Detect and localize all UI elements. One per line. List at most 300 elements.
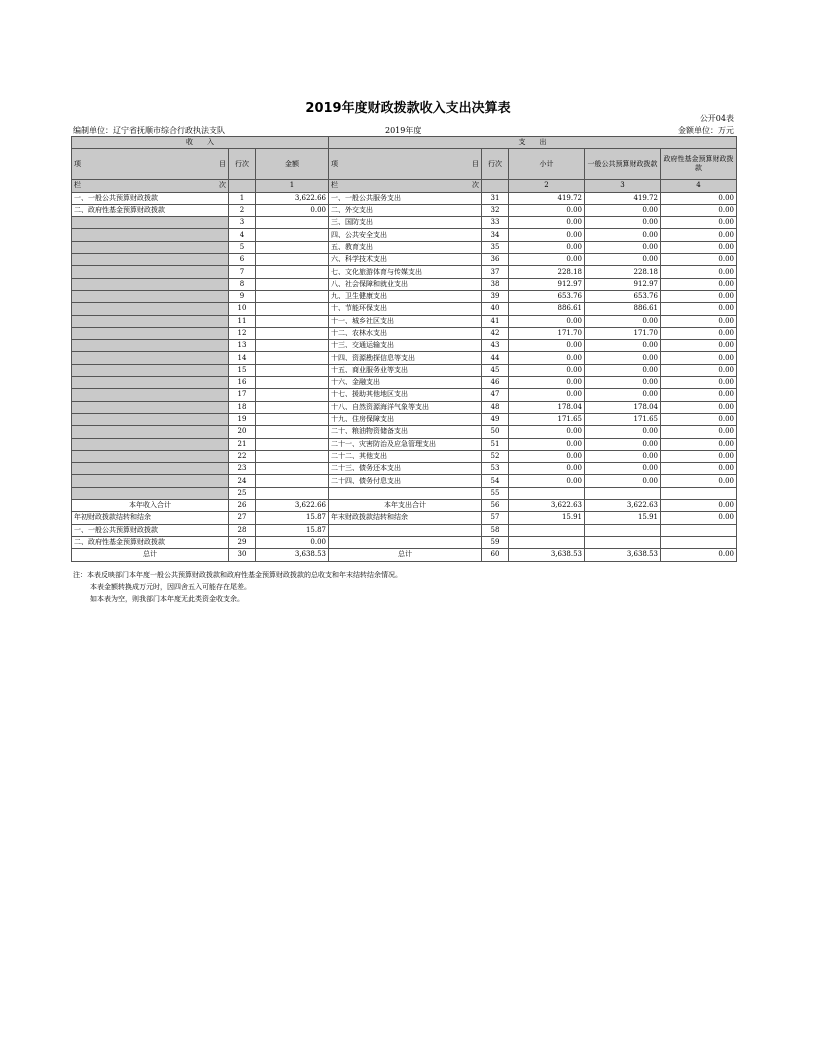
income-amount [256, 217, 329, 229]
income-row-no: 25 [229, 487, 256, 499]
expense-general-budget: 0.00 [585, 364, 661, 376]
table-code: 公开04表 [699, 114, 734, 123]
income-item [72, 340, 229, 352]
expense-general-budget: 0.00 [585, 315, 661, 327]
expense-subtotal: 0.00 [509, 475, 585, 487]
expense-row-no: 34 [482, 229, 509, 241]
expense-subtotal: 0.00 [509, 352, 585, 364]
income-amount: 15.87 [256, 512, 329, 524]
expense-item: 年末财政拨款结转和结余 [329, 512, 482, 524]
expense-row-no-header: 行次 [482, 149, 509, 180]
income-row-no: 16 [229, 377, 256, 389]
expense-fund-budget: 0.00 [661, 340, 737, 352]
expense-item: 十九、住房保障支出 [329, 413, 482, 425]
income-row-no: 28 [229, 524, 256, 536]
income-amount [256, 389, 329, 401]
income-row-no: 15 [229, 364, 256, 376]
income-item: 一、一般公共预算财政拨款 [72, 192, 229, 204]
expense-item: 总计 [329, 549, 482, 561]
expense-fund-budget: 0.00 [661, 413, 737, 425]
expense-row-no: 49 [482, 413, 509, 425]
expense-subtotal: 912.97 [509, 278, 585, 290]
income-item [72, 475, 229, 487]
expense-item: 四、公共安全支出 [329, 229, 482, 241]
income-item [72, 266, 229, 278]
expense-fund-budget [661, 536, 737, 548]
income-item [72, 364, 229, 376]
expense-item: 一、一般公共服务支出 [329, 192, 482, 204]
income-item [72, 278, 229, 290]
expense-row-no: 42 [482, 327, 509, 339]
expense-item: 二十一、灾害防治及应急管理支出 [329, 438, 482, 450]
expense-row-no: 41 [482, 315, 509, 327]
expense-row-no: 55 [482, 487, 509, 499]
income-amount [256, 426, 329, 438]
expense-general-budget: 912.97 [585, 278, 661, 290]
income-header: 收 入 [72, 137, 329, 149]
expense-subtotal: 0.00 [509, 389, 585, 401]
expense-item: 二十三、债务还本支出 [329, 463, 482, 475]
expense-general-budget: 0.00 [585, 426, 661, 438]
expense-fund-budget: 0.00 [661, 192, 737, 204]
income-amount: 15.87 [256, 524, 329, 536]
expense-subtotal: 0.00 [509, 315, 585, 327]
income-row-no: 14 [229, 352, 256, 364]
expense-subtotal: 0.00 [509, 204, 585, 216]
expense-item: 三、国防支出 [329, 217, 482, 229]
table-row [72, 389, 737, 401]
table-row [72, 377, 737, 389]
income-item [72, 352, 229, 364]
table-row [72, 352, 737, 364]
income-item [72, 389, 229, 401]
table-row [72, 254, 737, 266]
expense-fund-budget: 0.00 [661, 475, 737, 487]
expense-general-budget: 0.00 [585, 340, 661, 352]
expense-row-no: 58 [482, 524, 509, 536]
income-amount [256, 352, 329, 364]
table-row [72, 463, 737, 475]
table-row [72, 327, 737, 339]
expense-general-budget: 15.91 [585, 512, 661, 524]
section-header-row [72, 137, 737, 149]
table-row [72, 192, 737, 204]
summary-row [72, 549, 737, 561]
income-item: 二、政府性基金预算财政拨款 [72, 536, 229, 548]
income-amount [256, 290, 329, 302]
expense-row-no: 38 [482, 278, 509, 290]
income-row-no: 22 [229, 450, 256, 462]
income-amount [256, 487, 329, 499]
expense-item [329, 524, 482, 536]
table-row [72, 364, 737, 376]
income-row-no: 12 [229, 327, 256, 339]
expense-general-budget: 0.00 [585, 438, 661, 450]
expense-row-no: 54 [482, 475, 509, 487]
expense-item: 十八、自然资源海洋气象等支出 [329, 401, 482, 413]
expense-row-no: 36 [482, 254, 509, 266]
expense-fund-budget: 0.00 [661, 303, 737, 315]
income-row-no: 29 [229, 536, 256, 548]
expense-row-no: 53 [482, 463, 509, 475]
income-amount [256, 278, 329, 290]
expense-row-no: 44 [482, 352, 509, 364]
income-item [72, 487, 229, 499]
expense-fund-budget: 0.00 [661, 500, 737, 512]
income-item [72, 217, 229, 229]
expense-fund-budget: 0.00 [661, 217, 737, 229]
expense-fund-budget: 0.00 [661, 278, 737, 290]
col-number-1: 1 [256, 180, 329, 192]
expense-row-no: 31 [482, 192, 509, 204]
expense-item [329, 536, 482, 548]
income-amount [256, 413, 329, 425]
expense-general-budget: 419.72 [585, 192, 661, 204]
expense-item: 七、文化旅游体育与传媒支出 [329, 266, 482, 278]
expense-header: 支 出 [329, 137, 737, 149]
general-budget-header: 一般公共预算财政拨款 [585, 149, 661, 180]
income-amount [256, 475, 329, 487]
expense-subtotal: 419.72 [509, 192, 585, 204]
income-amount [256, 450, 329, 462]
expense-fund-budget: 0.00 [661, 290, 737, 302]
expense-fund-budget: 0.00 [661, 315, 737, 327]
expense-item [329, 487, 482, 499]
income-item [72, 426, 229, 438]
expense-fund-budget: 0.00 [661, 229, 737, 241]
expense-general-budget: 0.00 [585, 254, 661, 266]
note-line: 如本表为空，则我部门本年度无此类资金收支余。 [90, 595, 244, 603]
table-row [72, 450, 737, 462]
amount-header: 金额 [256, 149, 329, 180]
table-row [72, 413, 737, 425]
expense-row-no: 37 [482, 266, 509, 278]
expense-subtotal: 171.70 [509, 327, 585, 339]
income-row-no: 26 [229, 500, 256, 512]
expense-subtotal [509, 536, 585, 548]
income-item: 本年收入合计 [72, 500, 229, 512]
expense-item: 二十、粮油物资储备支出 [329, 426, 482, 438]
expense-fund-budget [661, 487, 737, 499]
expense-fund-budget: 0.00 [661, 364, 737, 376]
summary-row [72, 500, 737, 512]
income-item: 总计 [72, 549, 229, 561]
income-amount: 0.00 [256, 536, 329, 548]
income-row-no: 5 [229, 241, 256, 253]
blank-cell [482, 180, 509, 192]
expense-general-budget: 171.70 [585, 327, 661, 339]
table-row [72, 278, 737, 290]
expense-subtotal: 0.00 [509, 217, 585, 229]
expense-fund-budget: 0.00 [661, 549, 737, 561]
expense-subtotal: 653.76 [509, 290, 585, 302]
table-row [72, 217, 737, 229]
expense-subtotal: 15.91 [509, 512, 585, 524]
table-row [72, 340, 737, 352]
income-item [72, 413, 229, 425]
expense-general-budget: 0.00 [585, 204, 661, 216]
income-amount: 0.00 [256, 204, 329, 216]
expense-item: 十六、金融支出 [329, 377, 482, 389]
note-line: 注：本表反映部门本年度一般公共预算财政拨款和政府性基金预算财政拨款的总收支和年末结转结余情况。 [73, 571, 402, 579]
expense-fund-budget: 0.00 [661, 254, 737, 266]
expense-fund-budget: 0.00 [661, 438, 737, 450]
table-row [72, 290, 737, 302]
income-row-no: 2 [229, 204, 256, 216]
expense-fund-budget: 0.00 [661, 327, 737, 339]
summary-row [72, 524, 737, 536]
income-item [72, 463, 229, 475]
expense-general-budget: 3,638.53 [585, 549, 661, 561]
expense-row-no: 51 [482, 438, 509, 450]
expense-subtotal [509, 487, 585, 499]
expense-fund-budget: 0.00 [661, 450, 737, 462]
expense-general-budget: 0.00 [585, 450, 661, 462]
table-row [72, 204, 737, 216]
income-row-no: 7 [229, 266, 256, 278]
income-amount [256, 364, 329, 376]
expense-row-no: 43 [482, 340, 509, 352]
expense-row-no: 57 [482, 512, 509, 524]
income-amount [256, 327, 329, 339]
expense-fund-budget: 0.00 [661, 204, 737, 216]
income-row-no: 20 [229, 426, 256, 438]
income-amount [256, 303, 329, 315]
income-item [72, 315, 229, 327]
money-unit-label: 金额单位：万元 [678, 126, 734, 135]
income-row-no: 13 [229, 340, 256, 352]
table-row [72, 475, 737, 487]
income-item: 二、政府性基金预算财政拨款 [72, 204, 229, 216]
expense-fund-budget: 0.00 [661, 352, 737, 364]
income-amount [256, 241, 329, 253]
column-number-row [72, 180, 737, 192]
expense-item: 十三、交通运输支出 [329, 340, 482, 352]
expense-subtotal: 0.00 [509, 426, 585, 438]
income-row-no-header: 行次 [229, 149, 256, 180]
expense-item: 十一、城乡社区支出 [329, 315, 482, 327]
expense-subtotal: 0.00 [509, 229, 585, 241]
note-line: 本表金额转换成万元时，因四舍五入可能存在尾差。 [90, 583, 251, 591]
income-item [72, 241, 229, 253]
expense-subtotal: 3,638.53 [509, 549, 585, 561]
expense-item: 六、科学技术支出 [329, 254, 482, 266]
income-row-no: 6 [229, 254, 256, 266]
expense-general-budget: 228.18 [585, 266, 661, 278]
expense-general-budget: 0.00 [585, 241, 661, 253]
expense-fund-budget: 0.00 [661, 241, 737, 253]
expense-item: 十五、商业服务业等支出 [329, 364, 482, 376]
income-item [72, 377, 229, 389]
expense-general-budget: 0.00 [585, 352, 661, 364]
income-row-no: 23 [229, 463, 256, 475]
table-row [72, 241, 737, 253]
expense-general-budget [585, 536, 661, 548]
expense-general-budget: 0.00 [585, 463, 661, 475]
expense-item: 十四、资源勘探信息等支出 [329, 352, 482, 364]
income-item: 年初财政拨款结转和结余 [72, 512, 229, 524]
expense-item: 二十四、债务付息支出 [329, 475, 482, 487]
income-item-header: 项 目 [72, 149, 229, 180]
income-row-no: 3 [229, 217, 256, 229]
income-item [72, 303, 229, 315]
expense-fund-budget: 0.00 [661, 463, 737, 475]
income-amount [256, 254, 329, 266]
expense-row-no: 60 [482, 549, 509, 561]
expense-general-budget [585, 524, 661, 536]
col-number-2: 2 [509, 180, 585, 192]
expense-general-budget [585, 487, 661, 499]
expense-item-header: 项 目 [329, 149, 482, 180]
expense-row-no: 35 [482, 241, 509, 253]
expense-subtotal: 886.61 [509, 303, 585, 315]
expense-fund-budget: 0.00 [661, 426, 737, 438]
fund-budget-header: 政府性基金预算财政拨款 [661, 149, 737, 180]
income-amount: 3,622.66 [256, 500, 329, 512]
budget-table [71, 136, 737, 562]
table-row [72, 487, 737, 499]
summary-row [72, 536, 737, 548]
expense-subtotal: 0.00 [509, 463, 585, 475]
expense-row-no: 39 [482, 290, 509, 302]
income-item [72, 290, 229, 302]
income-row-no: 11 [229, 315, 256, 327]
expense-fund-budget: 0.00 [661, 266, 737, 278]
income-amount [256, 463, 329, 475]
expense-general-budget: 171.65 [585, 413, 661, 425]
expense-fund-budget: 0.00 [661, 401, 737, 413]
expense-general-budget: 0.00 [585, 229, 661, 241]
expense-subtotal: 0.00 [509, 241, 585, 253]
expense-subtotal: 3,622.63 [509, 500, 585, 512]
expense-subtotal [509, 524, 585, 536]
expense-row-no: 33 [482, 217, 509, 229]
expense-subtotal: 0.00 [509, 377, 585, 389]
income-row-no: 18 [229, 401, 256, 413]
income-row-no: 8 [229, 278, 256, 290]
table-row [72, 229, 737, 241]
expense-item: 十二、农林水支出 [329, 327, 482, 339]
income-row-no: 24 [229, 475, 256, 487]
expense-fund-budget: 0.00 [661, 377, 737, 389]
col-number-4: 4 [661, 180, 737, 192]
col-number-3: 3 [585, 180, 661, 192]
income-amount [256, 401, 329, 413]
expense-row-no: 45 [482, 364, 509, 376]
expense-subtotal: 171.65 [509, 413, 585, 425]
expense-subtotal: 0.00 [509, 254, 585, 266]
expense-row-no: 48 [482, 401, 509, 413]
organization-label: 编制单位：辽宁省抚顺市综合行政执法支队 [73, 126, 225, 135]
table-row [72, 266, 737, 278]
income-amount [256, 377, 329, 389]
expense-general-budget: 0.00 [585, 217, 661, 229]
expense-subtotal: 0.00 [509, 438, 585, 450]
subtotal-header: 小计 [509, 149, 585, 180]
expense-general-budget: 0.00 [585, 475, 661, 487]
expense-row-no: 46 [482, 377, 509, 389]
expense-subtotal: 178.04 [509, 401, 585, 413]
expense-general-budget: 0.00 [585, 377, 661, 389]
expense-item: 八、社会保障和就业支出 [329, 278, 482, 290]
expense-row-no: 56 [482, 500, 509, 512]
expense-subtotal: 0.00 [509, 340, 585, 352]
expense-row-no: 40 [482, 303, 509, 315]
expense-item: 五、教育支出 [329, 241, 482, 253]
expense-general-budget: 653.76 [585, 290, 661, 302]
expense-general-budget: 0.00 [585, 389, 661, 401]
expense-subtotal: 0.00 [509, 364, 585, 376]
expense-item: 十七、援助其他地区支出 [329, 389, 482, 401]
income-row-no: 10 [229, 303, 256, 315]
income-item [72, 327, 229, 339]
expense-fund-budget [661, 524, 737, 536]
table-row [72, 315, 737, 327]
notes [73, 569, 402, 605]
column-header-row [72, 149, 737, 180]
lan-ci-cell: 栏 次 [329, 180, 482, 192]
expense-item: 九、卫生健康支出 [329, 290, 482, 302]
expense-subtotal: 228.18 [509, 266, 585, 278]
expense-row-no: 52 [482, 450, 509, 462]
income-row-no: 17 [229, 389, 256, 401]
income-amount [256, 340, 329, 352]
income-amount: 3,622.66 [256, 192, 329, 204]
blank-cell [229, 180, 256, 192]
expense-item: 二、外交支出 [329, 204, 482, 216]
income-amount [256, 229, 329, 241]
income-row-no: 19 [229, 413, 256, 425]
year-label: 2019年度 [385, 126, 422, 135]
table-row [72, 303, 737, 315]
expense-row-no: 50 [482, 426, 509, 438]
income-row-no: 4 [229, 229, 256, 241]
income-item [72, 401, 229, 413]
expense-row-no: 32 [482, 204, 509, 216]
expense-fund-budget: 0.00 [661, 512, 737, 524]
income-item: 一、一般公共预算财政拨款 [72, 524, 229, 536]
table-row [72, 438, 737, 450]
expense-item: 二十二、其他支出 [329, 450, 482, 462]
income-amount [256, 315, 329, 327]
income-item [72, 450, 229, 462]
lan-ci-cell: 栏 次 [72, 180, 229, 192]
expense-fund-budget: 0.00 [661, 389, 737, 401]
expense-general-budget: 886.61 [585, 303, 661, 315]
income-item [72, 254, 229, 266]
income-item [72, 229, 229, 241]
expense-item: 本年支出合计 [329, 500, 482, 512]
summary-row [72, 512, 737, 524]
income-amount: 3,638.53 [256, 549, 329, 561]
income-amount [256, 438, 329, 450]
income-row-no: 21 [229, 438, 256, 450]
expense-row-no: 59 [482, 536, 509, 548]
expense-subtotal: 0.00 [509, 450, 585, 462]
expense-item: 十、节能环保支出 [329, 303, 482, 315]
income-item [72, 438, 229, 450]
table-row [72, 426, 737, 438]
table-row [72, 401, 737, 413]
income-amount [256, 266, 329, 278]
expense-general-budget: 3,622.63 [585, 500, 661, 512]
income-row-no: 1 [229, 192, 256, 204]
expense-general-budget: 178.04 [585, 401, 661, 413]
expense-row-no: 47 [482, 389, 509, 401]
page-title: 2019年度财政拨款收入支出决算表 [305, 101, 511, 116]
income-row-no: 27 [229, 512, 256, 524]
income-row-no: 30 [229, 549, 256, 561]
